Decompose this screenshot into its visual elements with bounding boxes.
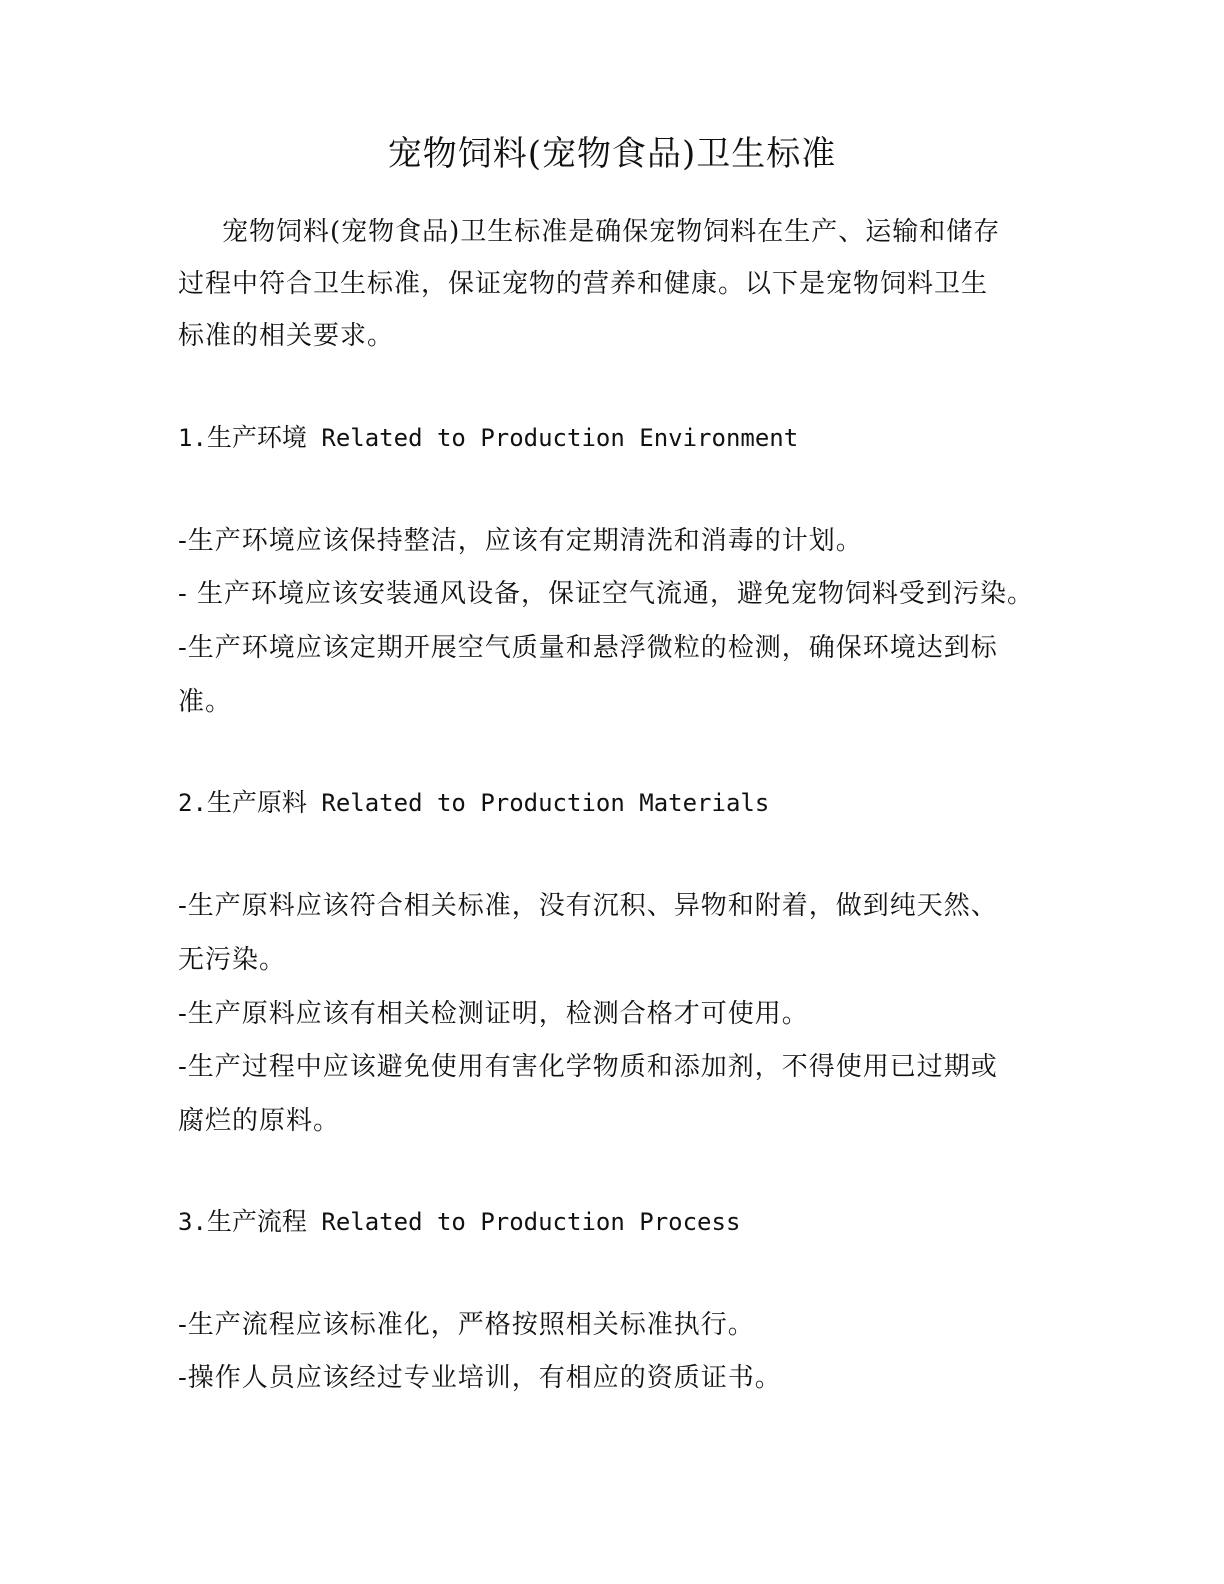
section-title-en: Related to Production Environment bbox=[306, 424, 799, 452]
section-line: -生产环境应该定期开展空气质量和悬浮微粒的检测，确保环境达到标 bbox=[178, 633, 998, 663]
section-line: -生产流程应该标准化，严格按照相关标准执行。 bbox=[178, 1310, 755, 1340]
section-number: 1. bbox=[178, 424, 207, 452]
intro-line: 过程中符合卫生标准，保证宠物的营养和健康。以下是宠物饲料卫生 bbox=[178, 269, 989, 299]
section-number: 3. bbox=[178, 1208, 207, 1236]
section-line: -生产环境应该保持整洁，应该有定期清洗和消毒的计划。 bbox=[178, 526, 863, 556]
intro-line: 标准的相关要求。 bbox=[178, 321, 395, 351]
document-title: 宠物饲料(宠物食品)卫生标准 bbox=[387, 134, 837, 174]
section-number: 2. bbox=[178, 789, 207, 817]
section-title-en: Related to Production Materials bbox=[306, 789, 770, 817]
section-title-cn: 生产原料 bbox=[206, 788, 307, 817]
section-line: 腐烂的原料。 bbox=[178, 1106, 341, 1136]
section-title-en: Related to Production Process bbox=[306, 1208, 741, 1236]
section-heading-production-process bbox=[178, 1202, 740, 1242]
section-line: -操作人员应该经过专业培训，有相应的资质证书。 bbox=[178, 1363, 782, 1393]
intro-line: 宠物饲料(宠物食品)卫生标准是确保宠物饲料在生产、运输和储存 bbox=[222, 217, 1001, 247]
section-line: 准。 bbox=[178, 687, 233, 717]
section-line: -生产过程中应该避免使用有害化学物质和添加剂，不得使用已过期或 bbox=[178, 1052, 998, 1082]
section-heading-production-environment bbox=[178, 418, 798, 458]
section-title-cn: 生产环境 bbox=[206, 423, 307, 452]
section-line: -生产原料应该有相关检测证明，检测合格才可使用。 bbox=[178, 999, 809, 1029]
intro-paragraph bbox=[178, 206, 1038, 362]
section-line: 无污染。 bbox=[178, 945, 287, 975]
section-line: - 生产环境应该安装通风设备，保证空气流通，避免宠物饲料受到污染。 bbox=[178, 579, 1035, 609]
section-line: -生产原料应该符合相关标准，没有沉积、异物和附着，做到纯天然、 bbox=[178, 891, 998, 921]
section-title-cn: 生产流程 bbox=[206, 1207, 307, 1236]
section-heading-production-materials bbox=[178, 783, 769, 823]
